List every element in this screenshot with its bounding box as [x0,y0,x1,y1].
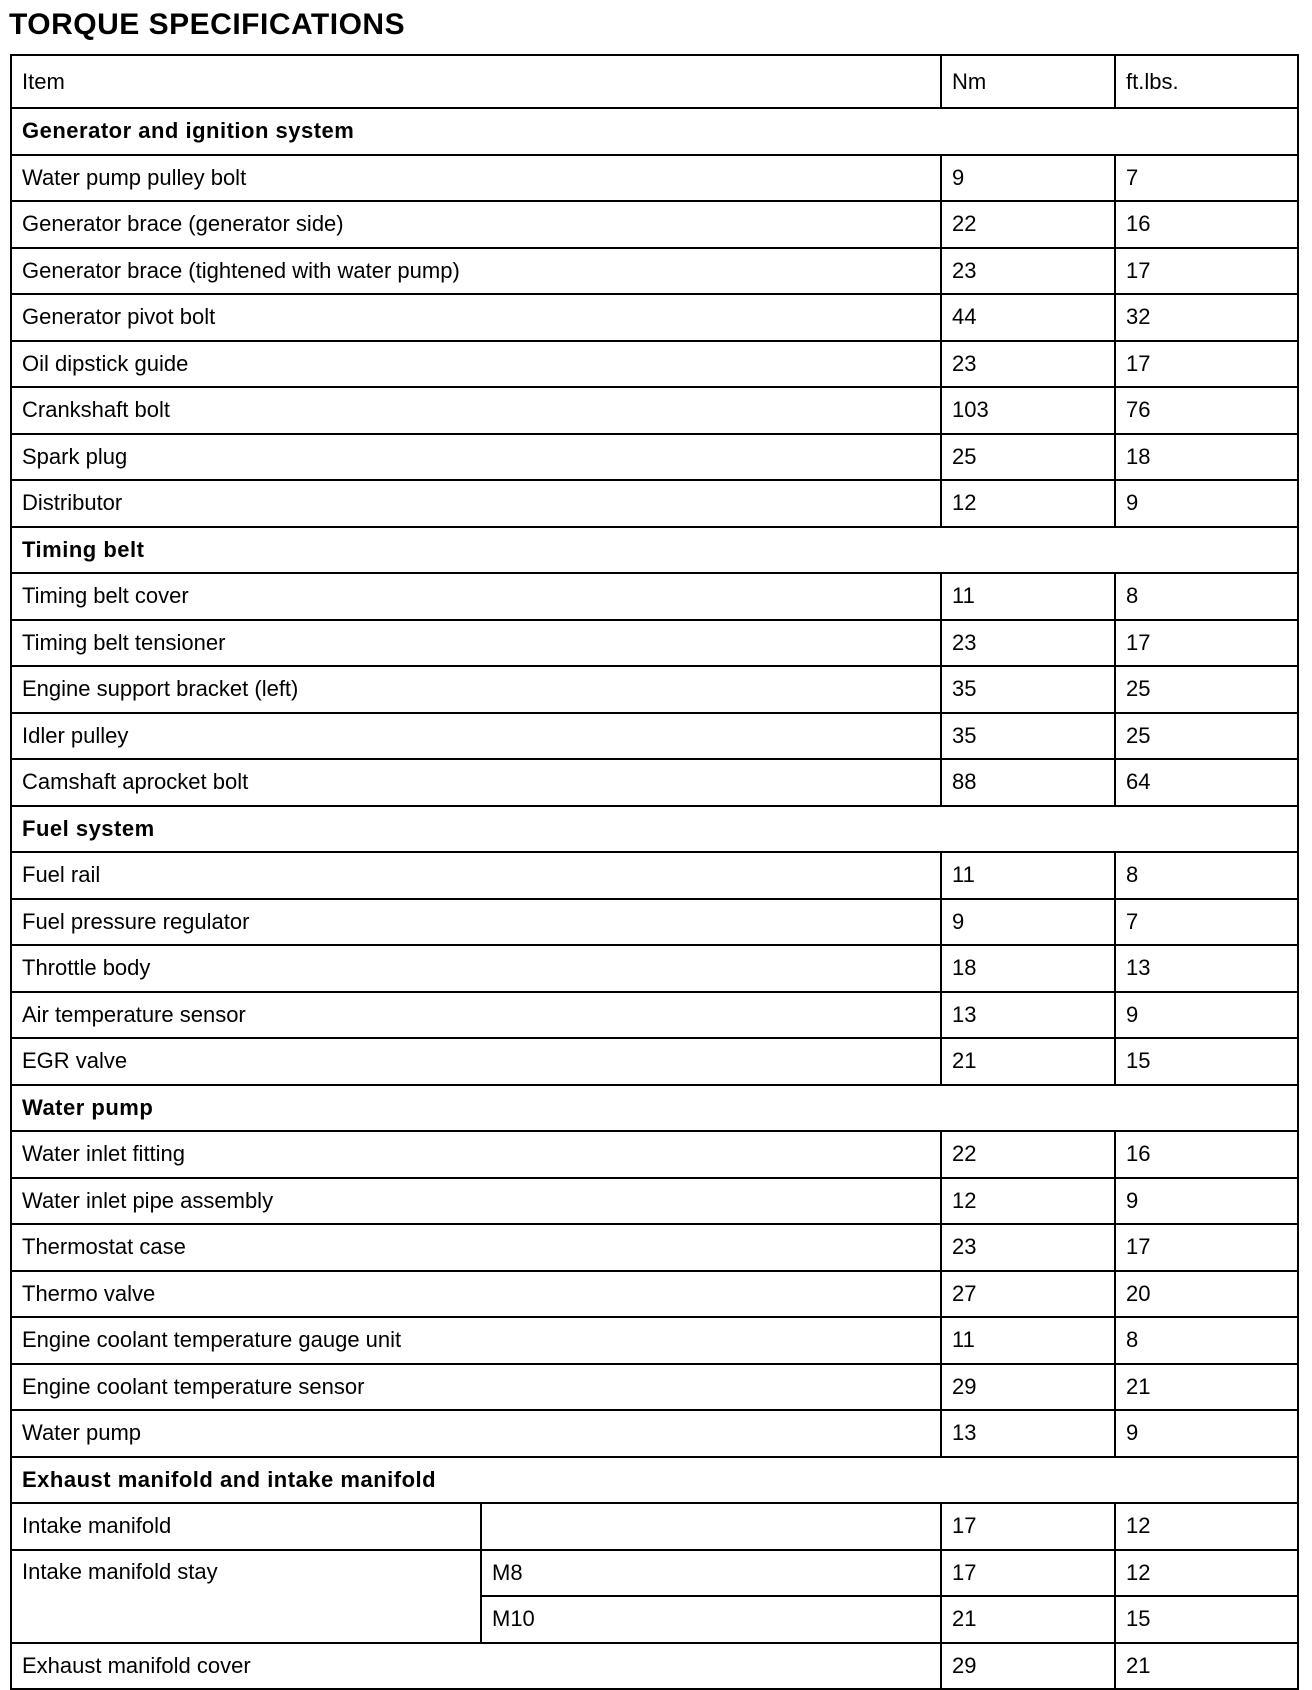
table-row [11,387,1298,434]
nm-cell: 27 [941,1271,1115,1318]
ftlbs-cell: 18 [1115,434,1298,481]
item-cell: Generator pivot bolt [11,294,941,341]
ftlbs-cell: 15 [1115,1596,1298,1643]
nm-cell: 13 [941,992,1115,1039]
item-cell: Water inlet pipe assembly [11,1178,941,1225]
ftlbs-cell: 32 [1115,294,1298,341]
nm-cell: 17 [941,1550,1115,1597]
section-row [11,1457,1298,1504]
nm-cell: 23 [941,1224,1115,1271]
section-row [11,108,1298,155]
nm-cell: 11 [941,573,1115,620]
item-cell: Idler pulley [11,713,941,760]
nm-cell: 44 [941,294,1115,341]
ftlbs-cell: 7 [1115,155,1298,202]
ftlbs-cell: 12 [1115,1550,1298,1597]
ftlbs-cell: 20 [1115,1271,1298,1318]
section-title: Fuel system [11,806,1298,853]
nm-cell: 23 [941,341,1115,388]
ftlbs-cell: 9 [1115,1410,1298,1457]
nm-cell: 17 [941,1503,1115,1550]
ftlbs-cell: 9 [1115,480,1298,527]
table-row [11,992,1298,1039]
item-cell: Engine coolant temperature gauge unit [11,1317,941,1364]
size-cell: M10 [481,1596,941,1643]
nm-cell: 23 [941,248,1115,295]
ftlbs-cell: 17 [1115,341,1298,388]
item-cell: Engine coolant temperature sensor [11,1364,941,1411]
nm-cell: 29 [941,1364,1115,1411]
table-row [11,899,1298,946]
item-cell: Water inlet fitting [11,1131,941,1178]
ftlbs-cell: 17 [1115,248,1298,295]
table-row [11,666,1298,713]
nm-cell: 12 [941,1178,1115,1225]
table-row [11,434,1298,481]
table-row [11,341,1298,388]
ftlbs-cell: 9 [1115,1178,1298,1225]
item-cell: Throttle body [11,945,941,992]
table-row [11,620,1298,667]
nm-cell: 11 [941,1317,1115,1364]
page-title: TORQUE SPECIFICATIONS [9,8,406,41]
nm-cell: 88 [941,759,1115,806]
ftlbs-cell: 9 [1115,992,1298,1039]
ftlbs-cell: 15 [1115,1038,1298,1085]
table-row [11,201,1298,248]
item-cell: Oil dipstick guide [11,341,941,388]
nm-cell: 13 [941,1410,1115,1457]
table-row [11,1643,1298,1690]
nm-cell: 29 [941,1643,1115,1690]
ftlbs-cell: 16 [1115,1131,1298,1178]
header-ftlbs: ft.lbs. [1115,55,1298,108]
item-cell: Generator brace (generator side) [11,201,941,248]
table-row [11,759,1298,806]
ftlbs-cell: 25 [1115,713,1298,760]
ftlbs-cell: 8 [1115,573,1298,620]
table-row [11,1224,1298,1271]
item-cell: Timing belt cover [11,573,941,620]
section-row [11,806,1298,853]
nm-cell: 25 [941,434,1115,481]
ftlbs-cell: 16 [1115,201,1298,248]
header-nm: Nm [941,55,1115,108]
table-row [11,294,1298,341]
ftlbs-cell: 25 [1115,666,1298,713]
ftlbs-cell: 12 [1115,1503,1298,1550]
nm-cell: 35 [941,666,1115,713]
table-row [11,945,1298,992]
item-cell: Engine support bracket (left) [11,666,941,713]
ftlbs-cell: 8 [1115,1317,1298,1364]
section-title: Exhaust manifold and intake manifold [11,1457,1298,1504]
nm-cell: 35 [941,713,1115,760]
table-row [11,1364,1298,1411]
section-row [11,527,1298,574]
section-title: Generator and ignition system [11,108,1298,155]
nm-cell: 9 [941,155,1115,202]
section-row [11,1085,1298,1132]
ftlbs-cell: 21 [1115,1364,1298,1411]
section-title: Water pump [11,1085,1298,1132]
size-cell: M8 [481,1550,941,1597]
table-row [11,155,1298,202]
item-cell: Timing belt tensioner [11,620,941,667]
table-row [11,713,1298,760]
table-row [11,573,1298,620]
nm-cell: 23 [941,620,1115,667]
nm-cell: 103 [941,387,1115,434]
item-cell: Spark plug [11,434,941,481]
ftlbs-cell: 17 [1115,1224,1298,1271]
table-header-row [11,55,1298,108]
size-cell [481,1503,941,1550]
table-row [11,1503,1298,1550]
nm-cell: 21 [941,1038,1115,1085]
item-cell: Generator brace (tightened with water pump) [11,248,941,295]
item-cell: Intake manifold stay [11,1550,481,1643]
item-cell: Thermo valve [11,1271,941,1318]
nm-cell: 22 [941,201,1115,248]
torque-table [10,54,1299,1690]
item-cell: Intake manifold [11,1503,481,1550]
table-row [11,1317,1298,1364]
ftlbs-cell: 13 [1115,945,1298,992]
table-row [11,1550,1298,1597]
item-cell: EGR valve [11,1038,941,1085]
ftlbs-cell: 8 [1115,852,1298,899]
table-row [11,852,1298,899]
item-cell: Fuel pressure regulator [11,899,941,946]
item-cell: Thermostat case [11,1224,941,1271]
section-title: Timing belt [11,527,1298,574]
ftlbs-cell: 64 [1115,759,1298,806]
nm-cell: 21 [941,1596,1115,1643]
nm-cell: 12 [941,480,1115,527]
item-cell: Crankshaft bolt [11,387,941,434]
nm-cell: 9 [941,899,1115,946]
ftlbs-cell: 76 [1115,387,1298,434]
item-cell: Exhaust manifold cover [11,1643,941,1690]
ftlbs-cell: 7 [1115,899,1298,946]
table-row [11,1410,1298,1457]
item-cell: Air temperature sensor [11,992,941,1039]
item-cell: Camshaft aprocket bolt [11,759,941,806]
nm-cell: 22 [941,1131,1115,1178]
nm-cell: 11 [941,852,1115,899]
item-cell: Water pump pulley bolt [11,155,941,202]
table-row [11,1038,1298,1085]
ftlbs-cell: 21 [1115,1643,1298,1690]
header-item: Item [11,55,941,108]
table-row [11,1131,1298,1178]
item-cell: Distributor [11,480,941,527]
table-row [11,248,1298,295]
table-row [11,1271,1298,1318]
nm-cell: 18 [941,945,1115,992]
item-cell: Water pump [11,1410,941,1457]
item-cell: Fuel rail [11,852,941,899]
table-row [11,480,1298,527]
table-row [11,1178,1298,1225]
ftlbs-cell: 17 [1115,620,1298,667]
